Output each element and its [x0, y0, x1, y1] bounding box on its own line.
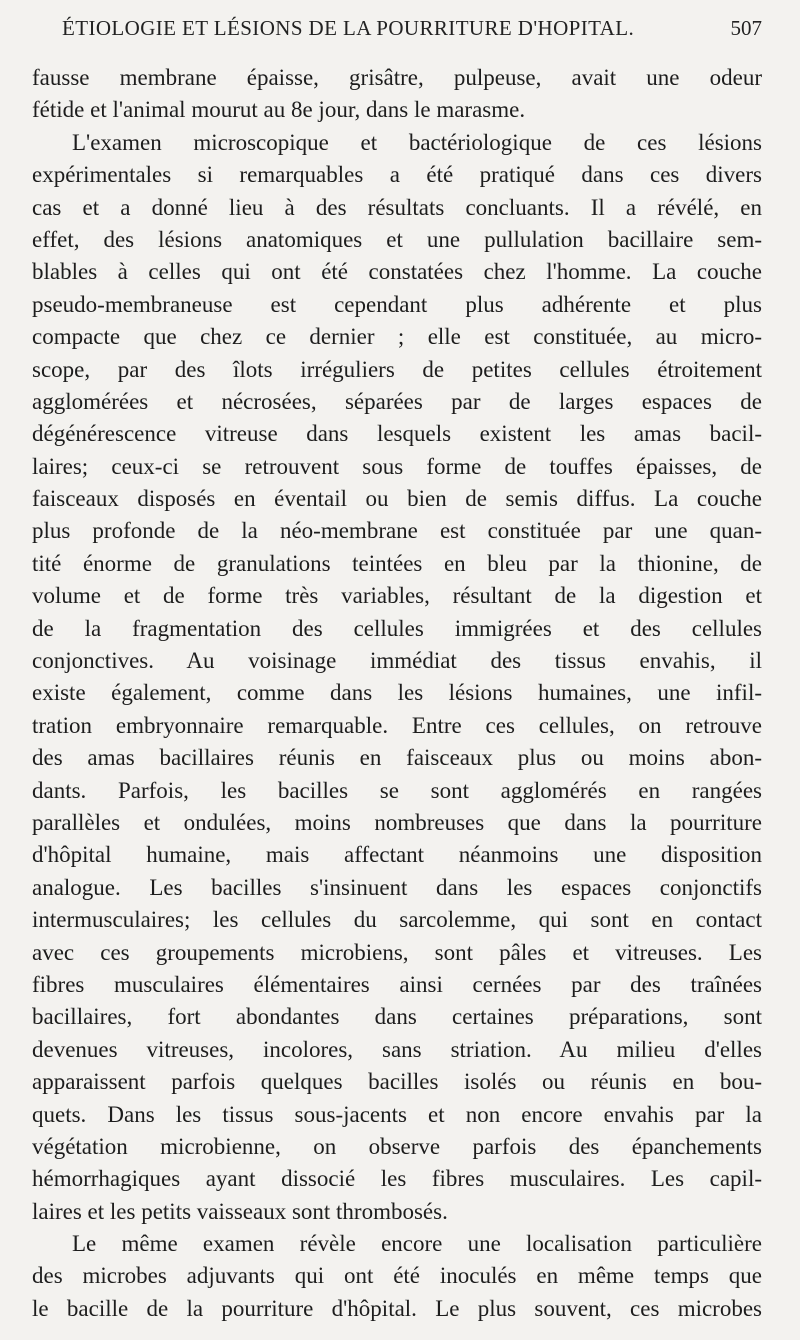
text-line: fétide et l'animal mourut au 8e jour, dans le marasme.: [32, 97, 526, 123]
running-header: [62, 16, 762, 48]
text-line: plus profonde de la néo-membrane est constituée par une quan-: [32, 518, 762, 544]
text-line: de la fragmentation des cellules immigrées et des cellules: [32, 615, 762, 641]
text-line: compacte que chez ce dernier ; elle est constituée, au micro-: [32, 324, 762, 350]
running-title: ÉTIOLOGIE ET LÉSIONS DE LA POURRITURE D'HOPITAL.: [62, 16, 635, 40]
body-text: [32, 62, 762, 1325]
text-line: des microbes adjuvants qui ont été inoculés en même temps que: [32, 1263, 762, 1289]
text-line: faisceaux disposés en éventail ou bien de semis diffus. La couche: [32, 486, 762, 512]
text-line: conjonctives. Au voisinage immédiat des tissus envahis, il: [32, 648, 762, 674]
text-line: expérimentales si remarquables a été pratiqué dans ces divers: [32, 162, 762, 188]
text-line: des amas bacillaires réunis en faisceaux plus ou moins abon-: [32, 745, 762, 771]
text-line: tité énorme de granulations teintées en bleu par la thionine, de: [32, 550, 762, 576]
text-line: laires; ceux-ci se retrouvent sous forme de touffes épaisses, de: [32, 453, 762, 479]
text-line: dégénérescence vitreuse dans lesquels existent les amas bacil-: [32, 421, 762, 447]
text-line: fausse membrane épaisse, grisâtre, pulpeuse, avait une odeur: [32, 65, 762, 90]
text-line: effet, des lésions anatomiques et une pullulation bacillaire sem-: [32, 226, 762, 252]
text-line: hémorrhagiques ayant dissocié les fibres musculaires. Les capil-: [32, 1166, 762, 1192]
text-line: volume et de forme très variables, résultant de la digestion et: [32, 583, 762, 609]
text-line: d'hôpital humaine, mais affectant néanmoins une disposition: [32, 842, 762, 868]
text-line: bacillaires, fort abondantes dans certaines préparations, sont: [32, 1004, 762, 1030]
text-line: scope, par des îlots irréguliers de petites cellules étroitement: [32, 356, 762, 382]
text-line: blables à celles qui ont été constatées chez l'homme. La couche: [32, 259, 762, 285]
page-number: 507: [730, 16, 762, 40]
text-line: intermusculaires; les cellules du sarcolemme, qui sont en contact: [32, 907, 762, 933]
text-line: parallèles et ondulées, moins nombreuses que dans la pourriture: [32, 809, 762, 835]
text-line: devenues vitreuses, incolores, sans striation. Au milieu d'elles: [32, 1036, 762, 1062]
text-line: agglomérées et nécrosées, séparées par de larges espaces de: [32, 388, 762, 414]
text-line: avec ces groupements microbiens, sont pâles et vitreuses. Les: [32, 939, 762, 965]
text-line: existe également, comme dans les lésions humaines, une infil-: [32, 680, 762, 706]
text-line: apparaissent parfois quelques bacilles isolés ou réunis en bou-: [32, 1069, 762, 1095]
text-line: fibres musculaires élémentaires ainsi cernées par des traînées: [32, 971, 762, 997]
text-line: cas et a donné lieu à des résultats concluants. Il a révélé, en: [32, 194, 762, 220]
text-line: quets. Dans les tissus sous-jacents et non encore envahis par la: [32, 1101, 762, 1127]
text-line: pseudo-membraneuse est cependant plus adhérente et plus: [32, 291, 762, 317]
text-line: le bacille de la pourriture d'hôpital. Le plus souvent, ces microbes: [32, 1295, 762, 1321]
text-line: Le même examen révèle encore une localisation particulière: [72, 1231, 762, 1257]
text-line: L'examen microscopique et bactériologique de ces lésions: [72, 129, 762, 155]
text-line: tration embryonnaire remarquable. Entre ces cellules, on retrouve: [32, 712, 762, 738]
text-line: végétation microbienne, on observe parfois des épanchements: [32, 1133, 762, 1159]
text-line: analogue. Les bacilles s'insinuent dans les espaces conjonctifs: [32, 874, 762, 900]
text-line: dants. Parfois, les bacilles se sont agglomérés en rangées: [32, 777, 762, 803]
text-line: laires et les petits vaisseaux sont thrombosés.: [32, 1198, 448, 1224]
